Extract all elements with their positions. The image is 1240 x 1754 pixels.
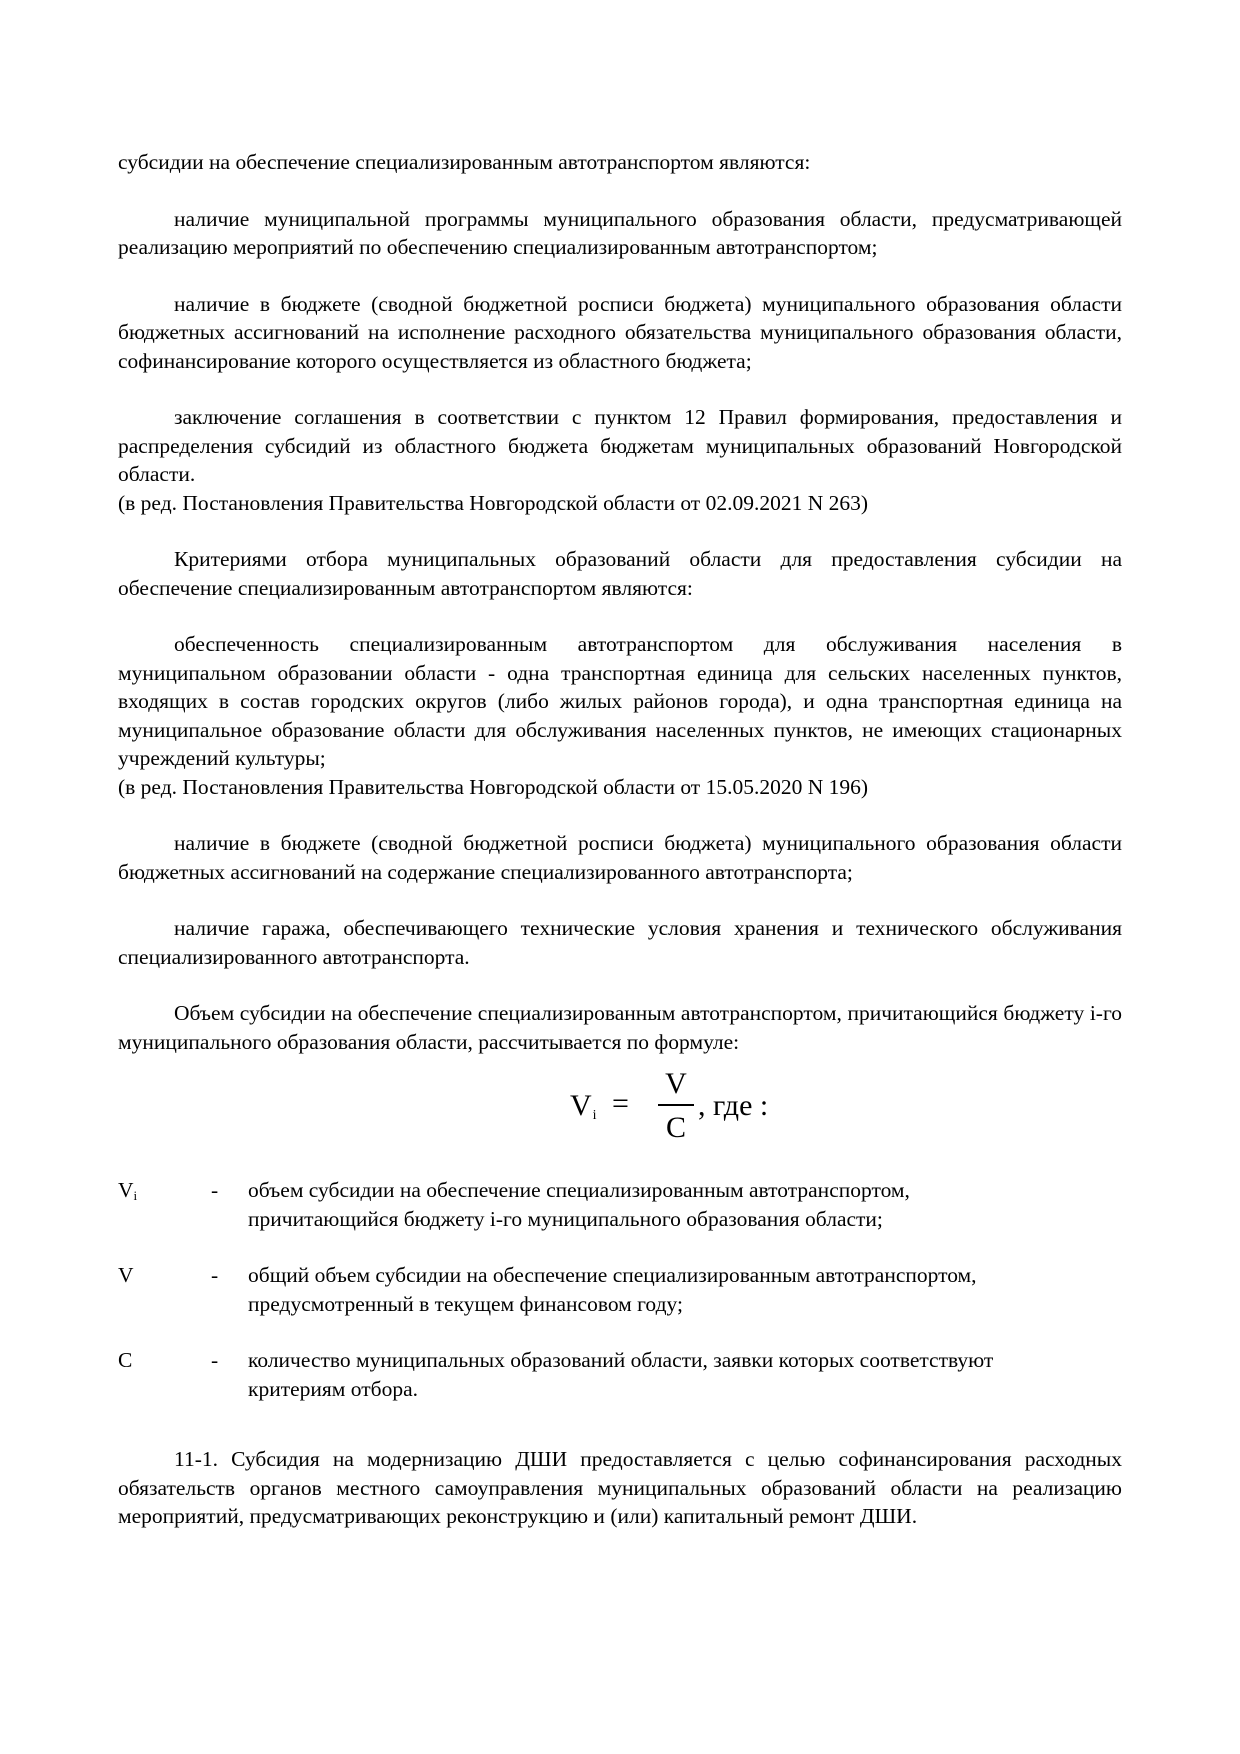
formula-denominator: C [665, 1111, 686, 1144]
definition-item [118, 1261, 1122, 1318]
definition-item [118, 1346, 1122, 1403]
document-page [118, 148, 1122, 1531]
formula-fraction [658, 1066, 694, 1146]
definition-symbol: $V_i$ [118, 1178, 138, 1203]
formula-definitions [118, 1176, 1122, 1403]
paragraph-municipal-program: наличие муниципальной программы муниципального образования области, предусматривающей реализацию мероприятий по обеспечению специализированным автотранспортом; [118, 206, 1122, 259]
paragraph-agreement: заключение соглашения в соответствии с пунктом 12 Правил формирования, предоставления и распределения субсидий из областного бюджета бюджетам муниципальных образований Новгородской области. [118, 405, 1122, 486]
definition-item [118, 1176, 1122, 1233]
paragraph-garage: наличие гаража, обеспечивающего технические условия хранения и технического обслуживания специализированного автотранспорта. [118, 916, 1122, 969]
paragraph-maintenance-budget: наличие в бюджете (сводной бюджетной росписи бюджета) муниципального образования области бюджетных ассигнований на содержание специализированного автотранспорта; [118, 831, 1122, 884]
formula-numerator: V [665, 1067, 687, 1100]
paragraph-budget-allocations: наличие в бюджете (сводной бюджетной росписи бюджета) муниципального образования области бюджетных ассигнований на исполнение расходного обязательства муниципального образования области, софинансирование которого осуществляется из областного бюджета; [118, 291, 1122, 373]
definition-dash: - [211, 1263, 219, 1287]
formula-lhs: $V_i$ [570, 1089, 597, 1123]
definition-symbol: C [118, 1348, 133, 1372]
definition-dash: - [211, 1348, 219, 1372]
definition-text: объем субсидии на обеспечение специализированным автотранспортом, причитающийся бюджету i-го муниципального образования области; [248, 1178, 910, 1231]
definition-text: общий объем субсидии на обеспечение специализированным автотранспортом, предусмотренный в текущем финансовом году; [248, 1263, 977, 1316]
paragraph-subsidy-conditions-intro: субсидии на обеспечение специализированным автотранспортом являются: [118, 150, 811, 174]
fraction-bar [658, 1104, 694, 1106]
paragraph-vehicle-provision: обеспеченность специализированным автотранспортом для обслуживания населения в муниципальном образовании области - одна транспортная единица для сельских населенных пунктов, входящих в состав городских округов (либо жилых районов города), и одна транспортная единица на муниципальное образование области для обслуживания населенных пунктов, не имеющих стационарных учреждений культуры; [118, 632, 1122, 770]
formula-where: , где : [698, 1089, 769, 1122]
paragraph-dshi-modernization: 11-1. Субсидия на модернизацию ДШИ предоставляется с целью софинансирования расходных обязательств органов местного самоуправления муниципальных образований области на реализацию мероприятий, предусматривающих реконструкцию и (или) капитальный ремонт ДШИ. [118, 1447, 1122, 1528]
paragraph-selection-criteria: Критериями отбора муниципальных образований области для предоставления субсидии на обеспечение специализированным автотранспортом являются: [118, 547, 1122, 600]
amendment-note-2020: (в ред. Постановления Правительства Новгородской области от 15.05.2020 N 196) [118, 774, 869, 799]
definition-symbol: V [118, 1263, 134, 1287]
amendment-note-2021: (в ред. Постановления Правительства Новгородской области от 02.09.2021 N 263) [118, 490, 869, 515]
definition-dash: - [211, 1178, 219, 1202]
subsidy-formula [118, 1066, 1122, 1154]
formula-equals: = [612, 1087, 629, 1120]
paragraph-subsidy-volume: Объем субсидии на обеспечение специализированным автотранспортом, причитающийся бюджету i-го муниципального образования области, рассчитывается по формуле: [118, 1001, 1122, 1054]
definition-text: количество муниципальных образований области, заявки которых соответствуют критериям отбора. [248, 1348, 994, 1401]
